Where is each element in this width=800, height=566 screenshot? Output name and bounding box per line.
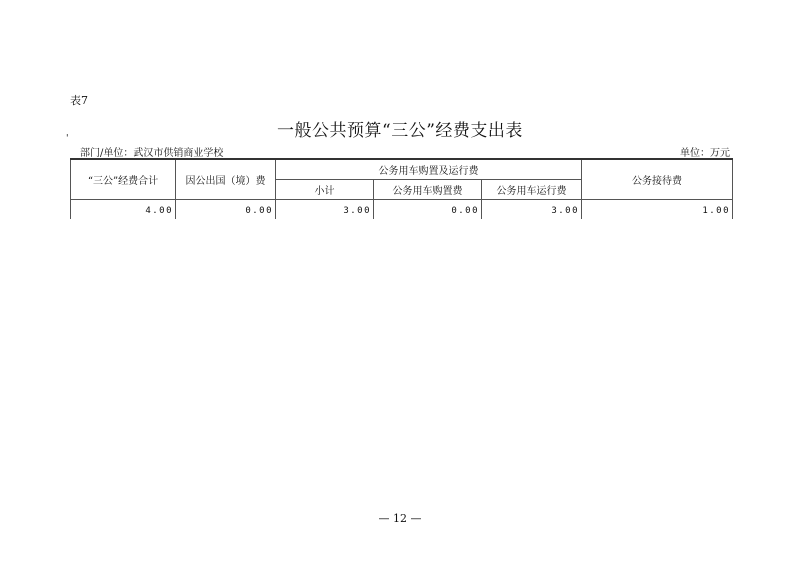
header-vehicle-operation: 公务用车运行费 [482,180,582,200]
stray-mark: ' [66,134,69,144]
department-label: 部门/单位：武汉市供销商业学校 [80,148,224,159]
table-number: 表7 [70,94,88,107]
cell-vehicle-purchase: 0.00 [374,200,482,220]
header-subtotal: 小计 [276,180,374,200]
budget-table [70,158,733,219]
page-number: — 12 — [378,512,422,525]
table-row [71,200,733,220]
header-total: “三公”经费合计 [71,159,176,200]
cell-vehicle-operation: 3.00 [482,200,582,220]
cell-abroad: 0.00 [176,200,276,220]
header-row-1 [71,159,733,180]
header-vehicle-group: 公务用车购置及运行费 [276,159,582,180]
cell-subtotal: 3.00 [276,200,374,220]
unit-label: 单位：万元 [680,148,730,159]
header-abroad: 因公出国（境）费 [176,159,276,200]
cell-reception: 1.00 [582,200,733,220]
header-vehicle-purchase: 公务用车购置费 [374,180,482,200]
header-reception: 公务接待费 [582,159,733,200]
page-title: 一般公共预算“三公”经费支出表 [277,121,523,141]
cell-total: 4.00 [71,200,176,220]
